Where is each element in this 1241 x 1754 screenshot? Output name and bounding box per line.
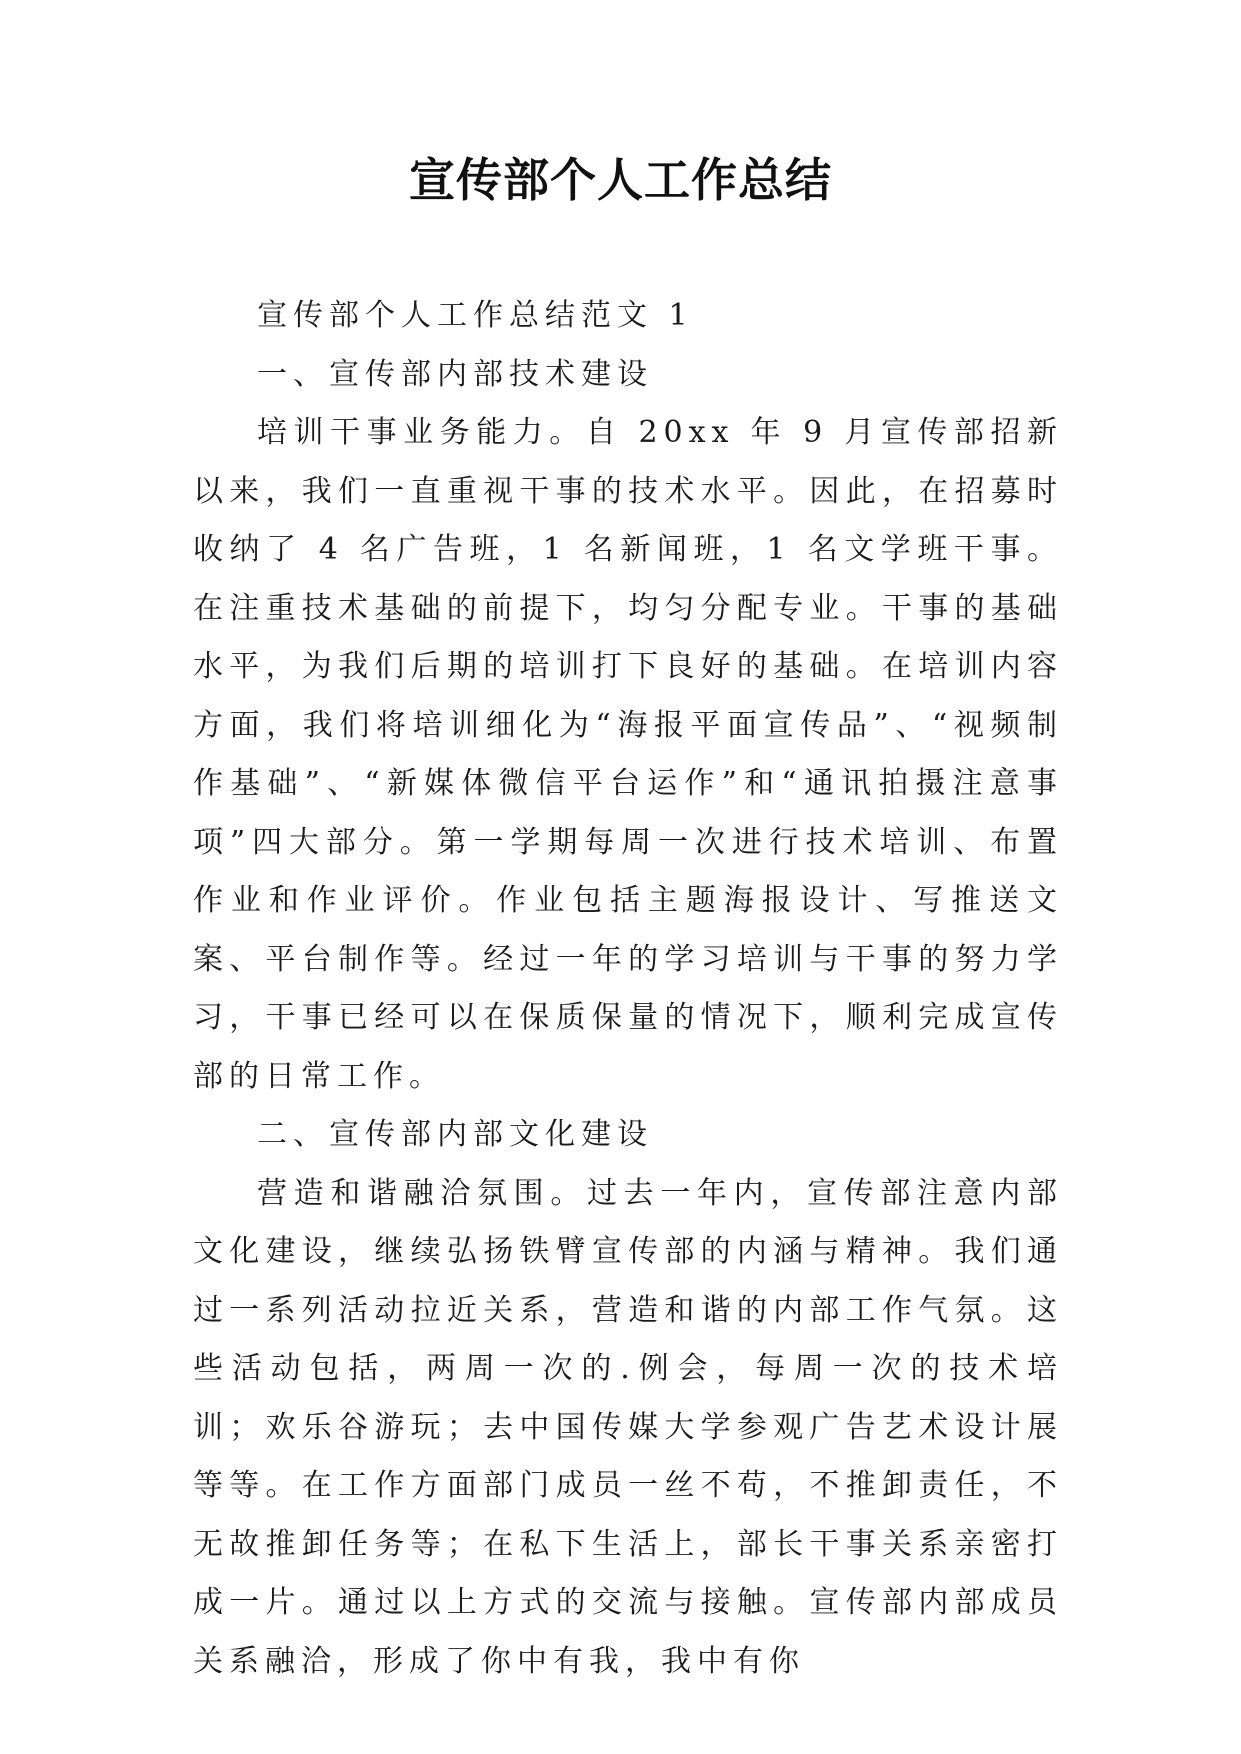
document-subtitle: 宣传部个人工作总结范文 1 xyxy=(257,298,694,333)
section-2-paragraph: 营造和谐融洽氛围。过去一年内，宣传部注意内部文化建设，继续弘扬铁臂宣传部的内涵与精神。我们通过一系列活动拉近关系，营造和谐的内部工作气氛。这些活动包括，两周一次的.例会，每周一次的技术培训；欢乐谷游玩；去中国传媒大学参观广告艺术设计展等等。在工作方面部门成员一丝不苟，不推卸责任，不无故推卸任务等；在私下生活上，部长干事关系亲密打成一片。通过以上方式的交流与接触。宣传部内部成员关系融洽，形成了你中有我，我中有你 xyxy=(193,1175,1063,1679)
document-body xyxy=(193,287,1063,1691)
section-1-paragraph: 培训干事业务能力。自 20xx 年 9 月宣传部招新以来，我们一直重视干事的技术水平。因此，在招募时收纳了 4 名广告班，1 名新闻班，1 名文学班干事。在注重技术基础的前提下，均匀分配专业。干事的基础水平，为我们后期的培训打下良好的基础。在培训内容方面，我们将培训细化为“海报平面宣传品”、“视频制作基础”、“新媒体微信平台运作”和“通讯拍摄注意事项”四大部分。第一学期每周一次进行技术培训、布置作业和作业评价。作业包括主题海报设计、写推送文案、平台制作等。经过一年的学习培训与干事的努力学习，干事已经可以在保质保量的情况下，顺利完成宣传部的日常工作。 xyxy=(193,415,1063,1094)
section-2-heading: 二、宣传部内部文化建设 xyxy=(257,1117,653,1152)
document-title: 宣传部个人工作总结 xyxy=(409,153,832,207)
section-1-heading: 一、宣传部内部技术建设 xyxy=(257,356,653,392)
